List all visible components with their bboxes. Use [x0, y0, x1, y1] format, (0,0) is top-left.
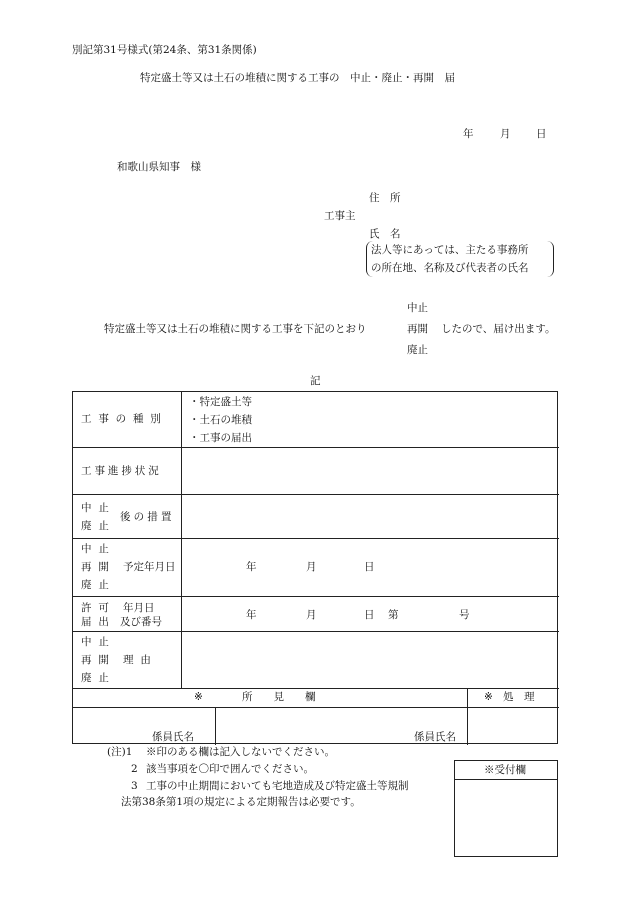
note-1: ※印のある欄は記入しないでください。 — [146, 746, 335, 758]
scheduled-date-label: 予定年月日 — [123, 561, 176, 573]
permit-dai-label: 第 — [388, 609, 399, 621]
statement-option-abolish: 廃止 — [407, 344, 428, 356]
ki-heading: 記 — [310, 375, 321, 387]
statement-option-resume: 再開 — [407, 323, 428, 335]
reason-input[interactable] — [185, 635, 555, 685]
row4-stop: 中止 — [81, 543, 116, 555]
constructor-label: 工事主 — [324, 210, 356, 222]
permit-day-label: 日 — [364, 609, 375, 621]
row-divider — [73, 538, 559, 539]
form-number: 別記第31号様式(第24条、第31条関係) — [72, 44, 257, 56]
corporation-note-line1: 法人等にあっては、主たる事務所 — [371, 244, 529, 256]
work-type-label: 工事の種別 — [81, 413, 168, 425]
row3-stop: 中止 — [81, 502, 116, 514]
row3-abolish: 廃止 — [81, 520, 116, 532]
permit-go-label: 号 — [459, 609, 470, 621]
row-divider — [73, 688, 559, 689]
permit-label: 許可 — [81, 602, 116, 614]
name-label: 氏 名 — [369, 228, 401, 240]
note-2: 該当事項を〇印で囲んでください。 — [146, 763, 314, 775]
notification-table — [72, 391, 558, 744]
date-day-label: 日 — [536, 128, 547, 140]
reason-label: 理由 — [123, 654, 158, 666]
opinion-column-title: 所 見 欄 — [242, 691, 316, 703]
work-type-option[interactable]: ・工事の届出 — [189, 432, 252, 444]
row-divider — [73, 494, 559, 495]
progress-label: 工事進捗状況 — [81, 465, 162, 477]
staff-column-divider — [215, 707, 216, 745]
row-divider — [73, 447, 559, 448]
addressee: 和歌山県知事 様 — [117, 161, 201, 173]
scheduled-day-label: 日 — [364, 561, 375, 573]
date-month-label: 月 — [500, 128, 511, 140]
work-type-option[interactable]: ・特定盛土等 — [189, 396, 252, 408]
scheduled-month-label: 月 — [306, 561, 317, 573]
receipt-divider — [455, 779, 557, 780]
processing-column-divider — [467, 688, 468, 745]
row6-abolish: 廃止 — [81, 672, 116, 684]
notice-label: 届出 — [81, 616, 116, 628]
receipt-box — [454, 760, 558, 857]
date-year-label: 年 — [463, 128, 474, 140]
statement-option-stop: 中止 — [407, 302, 428, 314]
row4-resume: 再開 — [81, 561, 116, 573]
after-measures-label: 後の措置 — [120, 511, 175, 523]
permit-date-label: 年月日 — [123, 602, 155, 614]
corporation-note-line2: の所在地、名称及び代表者の氏名 — [371, 262, 529, 274]
processing-column-title: 処 理 — [503, 691, 535, 703]
statement-suffix: したので、届け出ます。 — [441, 323, 556, 335]
note-prefix: (注)1 — [107, 746, 133, 758]
processing-mark: ※ — [484, 691, 493, 703]
address-label: 住 所 — [369, 192, 401, 204]
scheduled-year-label: 年 — [246, 561, 257, 573]
row6-stop: 中止 — [81, 636, 116, 648]
progress-input[interactable] — [185, 452, 555, 490]
row6-resume: 再開 — [81, 654, 116, 666]
row-divider — [73, 707, 559, 708]
permit-year-label: 年 — [246, 609, 257, 621]
statement-prefix: 特定盛土等又は土石の堆積に関する工事を下記のとおり — [104, 323, 367, 335]
permit-month-label: 月 — [306, 609, 317, 621]
note-3-line1: 工事の中止期間においても宅地造成及び特定盛土等規制 — [146, 780, 409, 792]
label-column-divider — [181, 392, 182, 688]
note-3-line2: 法第38条第1項の規定による定期報告は必要です。 — [121, 796, 361, 808]
after-measures-input[interactable] — [185, 498, 555, 534]
receipt-label: ※受付欄 — [484, 764, 526, 776]
row-divider — [73, 631, 559, 632]
row4-abolish: 廃止 — [81, 579, 116, 591]
staff-name-label-right: 係員氏名 — [414, 731, 456, 743]
row-divider — [73, 596, 559, 597]
staff-name-label-left: 係員氏名 — [152, 731, 194, 743]
note-2-number: 2 — [131, 763, 138, 775]
work-type-option[interactable]: ・土石の堆積 — [189, 414, 252, 426]
permit-number-label: 及び番号 — [120, 616, 162, 628]
opinion-mark: ※ — [194, 691, 203, 703]
form-title: 特定盛土等又は土石の堆積に関する工事の 中止・廃止・再開 届 — [140, 72, 455, 84]
note-3-number: 3 — [131, 780, 138, 792]
